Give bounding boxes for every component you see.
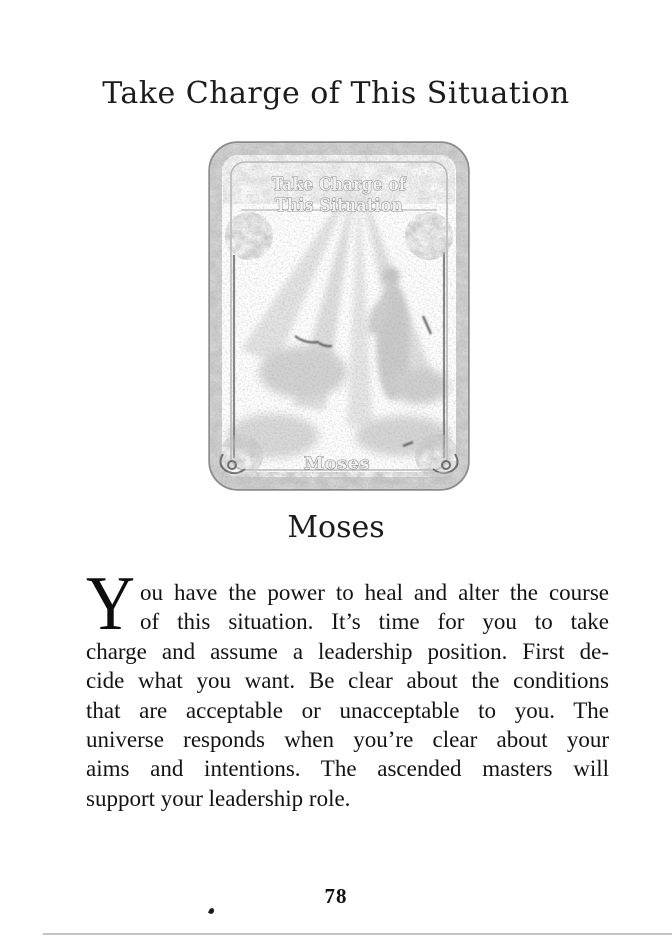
card-title-line1: Take Charge of	[272, 174, 407, 195]
body-line: cide what you want. Be clear about the conditions	[86, 668, 609, 694]
body-line: ou have the power to heal and alter the course	[140, 580, 609, 605]
card-figure-name: Moses	[304, 454, 370, 474]
page-title: Take Charge of This Situation	[102, 76, 570, 111]
body-line: charge and assume a leadership position. First de-	[86, 638, 609, 664]
body-line: support your leadership role.	[86, 785, 351, 811]
oracle-card-image	[207, 140, 471, 492]
card-title-line2: This Situation	[275, 195, 403, 216]
oracle-card	[207, 140, 471, 492]
body-line: that are acceptable or unacceptable to you. The	[86, 697, 609, 723]
body-line: of this situation. It’s time for you to take	[140, 609, 609, 635]
card-caption: Moses	[287, 510, 385, 545]
ink-speck	[208, 907, 215, 915]
drop-cap: Y	[86, 560, 135, 646]
page-number: 78	[324, 884, 348, 908]
body-paragraph	[86, 560, 609, 813]
body-line: universe responds when you’re clear about your	[86, 726, 609, 752]
body-line: aims and intentions. The ascended masters will	[86, 756, 609, 782]
page-bottom-rule	[43, 933, 672, 935]
